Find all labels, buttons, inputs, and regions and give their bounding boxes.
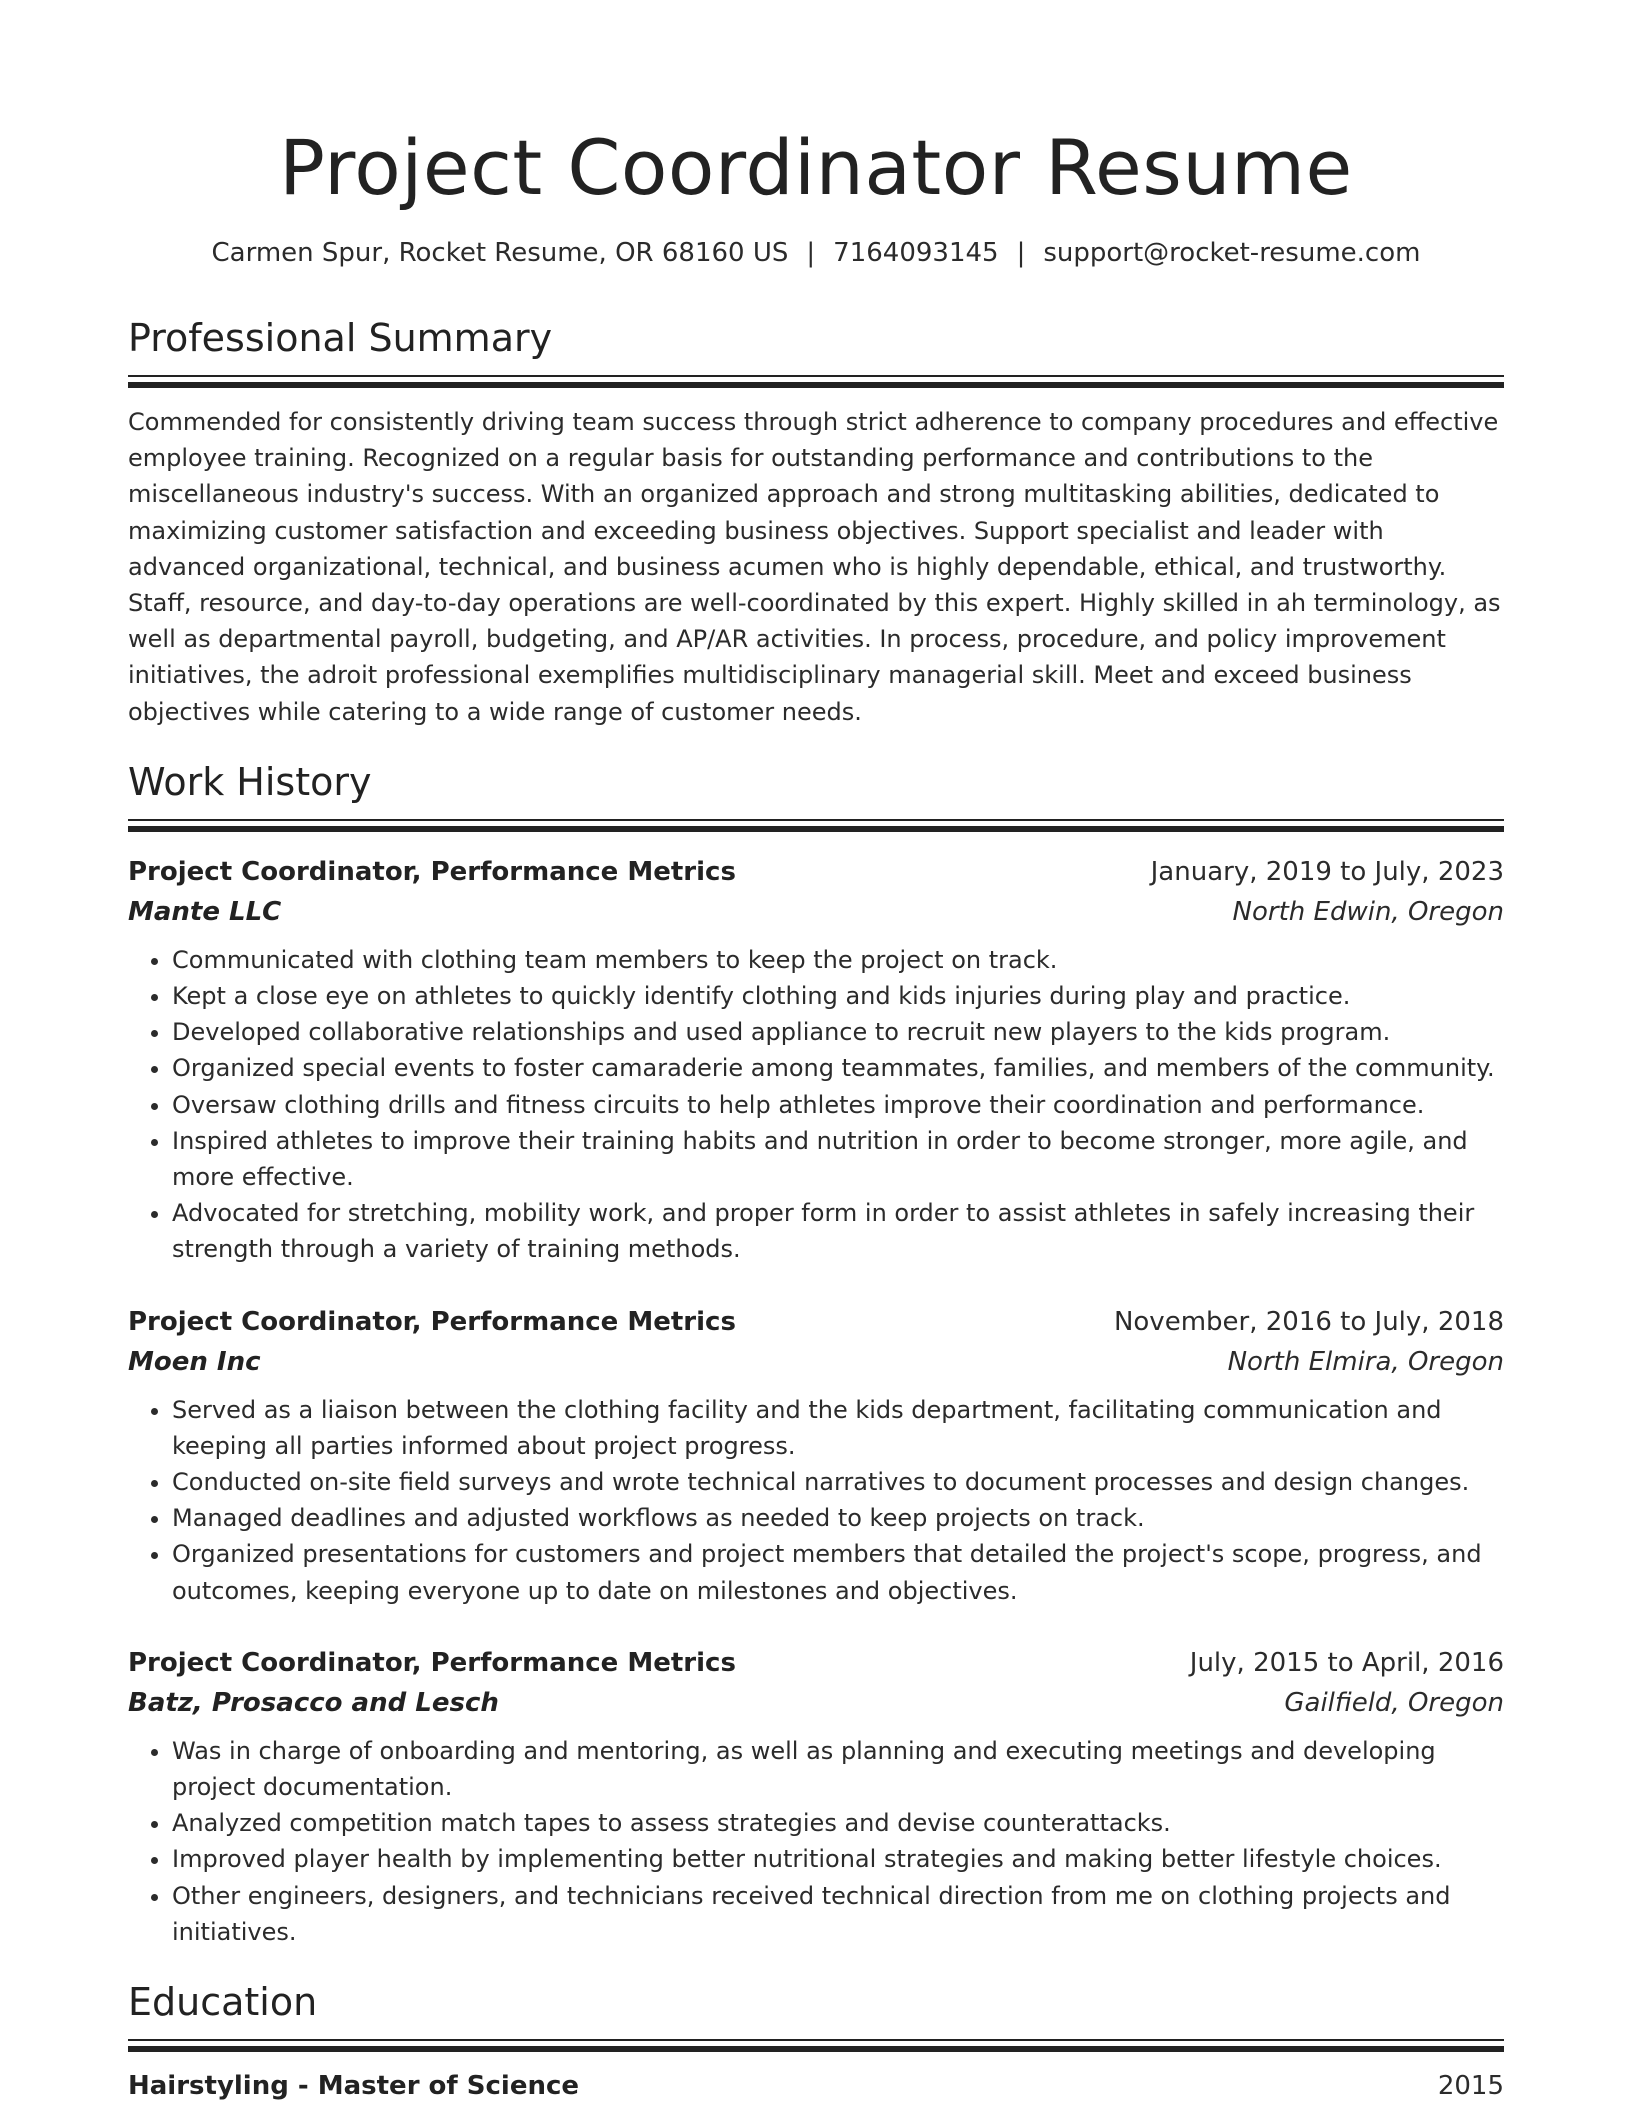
job-company: Batz, Prosacco and Lesch <box>128 1687 499 1718</box>
job-bullet: • Served as a liaison between the clothing facility and the kids department, facilitating communication and keeping all parties informed about project progress. <box>172 1392 1504 1464</box>
job-bullet: • Managed deadlines and adjusted workflows as needed to keep projects on track. <box>172 1500 1504 1536</box>
contact-phone: 7164093145 <box>833 238 999 268</box>
section-divider <box>128 375 1504 388</box>
job-bullet: • Developed collaborative relationships and used appliance to recruit new players to the kids program. <box>172 1014 1504 1050</box>
job-location: North Elmira, Oregon <box>1227 1346 1504 1377</box>
job-bullet: • Communicated with clothing team members to keep the project on track. <box>172 942 1504 978</box>
section-heading: Work History <box>128 759 372 804</box>
job-bullet: • Improved player health by implementing better nutritional strategies and making better lifestyle choices. <box>172 1841 1504 1877</box>
job-dates: July, 2015 to April, 2016 <box>1189 1647 1504 1678</box>
job-bullet: • Analyzed competition match tapes to assess strategies and devise counterattacks. <box>172 1805 1504 1841</box>
job-dates: November, 2016 to July, 2018 <box>1113 1306 1504 1337</box>
job-bullet: • Inspired athletes to improve their training habits and nutrition in order to become stronger, more agile, and more effective. <box>172 1123 1504 1195</box>
job-bullet: • Organized special events to foster camaraderie among teammates, families, and members of the community. <box>172 1050 1504 1086</box>
job-bullet-list <box>128 1733 1504 1950</box>
job-entry <box>128 852 1504 1268</box>
education-degree: Hairstyling - Master of Science <box>128 2071 580 2102</box>
job-company: Mante LLC <box>128 896 282 927</box>
contact-line <box>128 236 1504 270</box>
job-bullet: • Organized presentations for customers and project members that detailed the project's scope, progress, and outcomes, keeping everyone up to date on milestones and objectives. <box>172 1536 1504 1608</box>
job-bullet: • Was in charge of onboarding and mentoring, as well as planning and executing meetings and developing project documentation. <box>172 1733 1504 1805</box>
job-bullet: • Advocated for stretching, mobility work, and proper form in order to assist athletes in safely increasing their strength through a variety of training methods. <box>172 1195 1504 1267</box>
job-bullet: • Conducted on-site field surveys and wrote technical narratives to document processes and design changes. <box>172 1464 1504 1500</box>
job-title: Project Coordinator, Performance Metrics <box>128 1306 736 1337</box>
job-header-row <box>128 1643 1504 1683</box>
job-bullet: • Oversaw clothing drills and fitness circuits to help athletes improve their coordination and performance. <box>172 1087 1504 1123</box>
section-divider <box>128 819 1504 832</box>
resume-page <box>128 0 1504 2106</box>
job-header-row <box>128 1302 1504 1342</box>
job-company-row <box>128 1683 1504 1723</box>
section-heading: Professional Summary <box>128 316 553 360</box>
job-title: Project Coordinator, Performance Metrics <box>128 856 736 887</box>
job-company-row <box>128 892 1504 932</box>
education-year: 2015 <box>1437 2071 1504 2102</box>
education-section <box>128 1978 1504 2106</box>
job-company: Moen Inc <box>128 1346 261 1377</box>
job-location: Gailfield, Oregon <box>1284 1687 1504 1718</box>
job-bullet: • Other engineers, designers, and technicians received technical direction from me on clothing projects and initiatives. <box>172 1878 1504 1950</box>
job-bullet: • Kept a close eye on athletes to quickly identify clothing and kids injuries during play and practice. <box>172 978 1504 1014</box>
job-company-row <box>128 1342 1504 1382</box>
section-divider <box>128 2039 1504 2052</box>
job-location: North Edwin, Oregon <box>1232 896 1504 927</box>
job-dates: January, 2019 to July, 2023 <box>1150 856 1504 887</box>
professional-summary-section <box>128 314 1504 730</box>
contact-address: Carmen Spur, Rocket Resume, OR 68160 US <box>211 238 789 268</box>
job-entry <box>128 1643 1504 1950</box>
job-bullet-list <box>128 1392 1504 1609</box>
contact-separator: | <box>806 238 816 268</box>
job-bullet-list <box>128 942 1504 1268</box>
work-history-section <box>128 758 1504 1950</box>
job-entry <box>128 1302 1504 1609</box>
contact-separator: | <box>1016 238 1026 268</box>
job-header-row <box>128 852 1504 892</box>
contact-email: support@rocket-resume.com <box>1043 238 1421 268</box>
education-entry <box>128 2066 1504 2106</box>
job-title: Project Coordinator, Performance Metrics <box>128 1647 736 1678</box>
summary-text: Commended for consistently driving team success through strict adherence to company procedures and effective employee training. Recognized on a regular basis for outstanding performance and contributions to the miscellaneous industry's success. With an organized approach and strong multitasking abilities, dedicated to maximizing customer satisfaction and exceeding business objectives. Support specialist and leader with advanced organizational, technical, and business acumen who is highly dependable, ethical, and trustworthy. Staff, resource, and day-to-day operations are well-coordinated by this expert. Highly skilled in ah terminology, as well as departmental payroll, budgeting, and AP/AR activities. In process, procedure, and policy improvement initiatives, the adroit professional exemplifies multidisciplinary managerial skill. Meet and exceed business objectives while catering to a wide range of customer needs. <box>128 408 1501 726</box>
resume-title: Project Coordinator Resume <box>279 123 1353 212</box>
section-heading: Education <box>128 1980 318 2025</box>
